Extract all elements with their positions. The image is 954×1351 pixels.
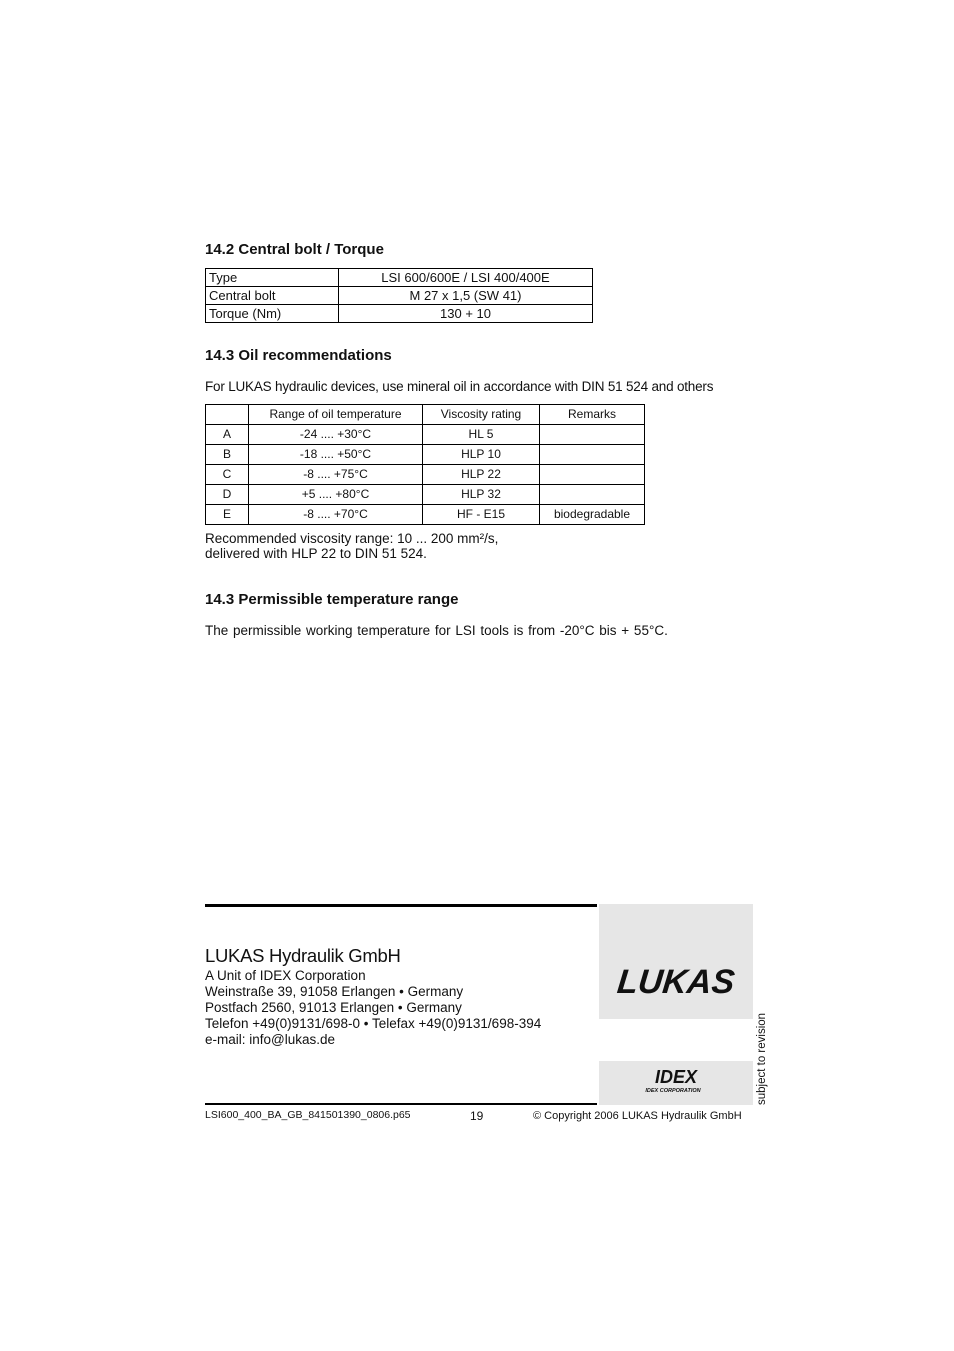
table-cell-id: A: [206, 425, 249, 445]
address-line: A Unit of IDEX Corporation: [205, 968, 366, 983]
table-row: [206, 465, 645, 485]
table-cell-range: -8 .... +75°C: [249, 465, 423, 485]
table-cell-remarks: biodegradable: [540, 505, 645, 525]
lukas-logo: [599, 904, 753, 1019]
table-cell-label: Central bolt: [206, 287, 339, 305]
column-header: [206, 405, 249, 425]
column-header: Range of oil temperature: [249, 405, 423, 425]
table-cell-label: Type: [206, 269, 339, 287]
company-name: LUKAS Hydraulik GmbH: [205, 945, 401, 966]
table-cell-range: -8 .... +70°C: [249, 505, 423, 525]
idex-logo: [599, 1061, 753, 1105]
column-header: Viscosity rating: [423, 405, 540, 425]
table-cell-viscosity: HLP 10: [423, 445, 540, 465]
table-cell-id: C: [206, 465, 249, 485]
viscosity-note-line-1: Recommended viscosity range: 10 ... 200 mm²/s,: [205, 531, 499, 546]
viscosity-note-line-2: delivered with HLP 22 to DIN 51 524.: [205, 546, 427, 561]
heading-central-bolt: 14.2 Central bolt / Torque: [205, 241, 384, 258]
side-note: [754, 1000, 768, 1106]
table-row: [206, 445, 645, 465]
copyright: © Copyright 2006 LUKAS Hydraulik GmbH: [533, 1110, 742, 1122]
page-number: 19: [470, 1109, 484, 1123]
table-cell-id: E: [206, 505, 249, 525]
table-cell-range: +5 .... +80°C: [249, 485, 423, 505]
table-row: [206, 505, 645, 525]
central-bolt-table: [205, 268, 593, 323]
table-cell-range: -24 .... +30°C: [249, 425, 423, 445]
address-line: Postfach 2560, 91013 Erlangen • Germany: [205, 1000, 462, 1015]
column-header: Remarks: [540, 405, 645, 425]
table-cell-remarks: [540, 485, 645, 505]
table-cell-viscosity: HF - E15: [423, 505, 540, 525]
table-cell-id: B: [206, 445, 249, 465]
address-line: Telefon +49(0)9131/698-0 • Telefax +49(0)9131/698-394: [205, 1016, 542, 1031]
table-row: [206, 425, 645, 445]
table-row: [206, 269, 593, 287]
table-header-row: [206, 405, 645, 425]
table-cell-value: LSI 600/600E / LSI 400/400E: [339, 269, 593, 287]
table-row: [206, 485, 645, 505]
temperature-range-text: The permissible working temperature for LSI tools is from -20°C bis + 55°C.: [205, 623, 668, 638]
idex-logo-text: IDEX: [654, 1067, 698, 1087]
heading-oil-recommendations: 14.3 Oil recommendations: [205, 347, 392, 364]
heading-temperature-range: 14.3 Permissible temperature range: [205, 591, 459, 608]
subject-to-revision-text: subject to revision: [756, 1012, 768, 1105]
table-cell-label: Torque (Nm): [206, 305, 339, 323]
table-cell-value: 130 + 10: [339, 305, 593, 323]
address-line: Weinstraße 39, 91058 Erlangen • Germany: [205, 984, 464, 999]
address-line: e-mail: info@lukas.de: [205, 1032, 336, 1047]
table-cell-id: D: [206, 485, 249, 505]
table-cell-remarks: [540, 445, 645, 465]
table-row: [206, 287, 593, 305]
oil-recommendations-table: [205, 404, 645, 525]
footer-bottom-rule: [205, 1103, 597, 1105]
lukas-logo-text: LUKAS: [615, 963, 737, 1001]
table-cell-viscosity: HLP 22: [423, 465, 540, 485]
footer-top-rule: [205, 904, 597, 907]
table-cell-remarks: [540, 465, 645, 485]
oil-intro-text: For LUKAS hydraulic devices, use mineral oil in accordance with DIN 51 524 and others: [205, 379, 714, 394]
idex-corporation-text: IDEX CORPORATION: [645, 1088, 701, 1094]
idex-logo-icon: [599, 1061, 753, 1105]
table-row: [206, 305, 593, 323]
file-name: LSI600_400_BA_GB_841501390_0806.p65: [205, 1109, 411, 1121]
table-cell-range: -18 .... +50°C: [249, 445, 423, 465]
lukas-logo-icon: [599, 904, 753, 1019]
table-cell-viscosity: HL 5: [423, 425, 540, 445]
table-cell-remarks: [540, 425, 645, 445]
table-cell-value: M 27 x 1,5 (SW 41): [339, 287, 593, 305]
table-cell-viscosity: HLP 32: [423, 485, 540, 505]
